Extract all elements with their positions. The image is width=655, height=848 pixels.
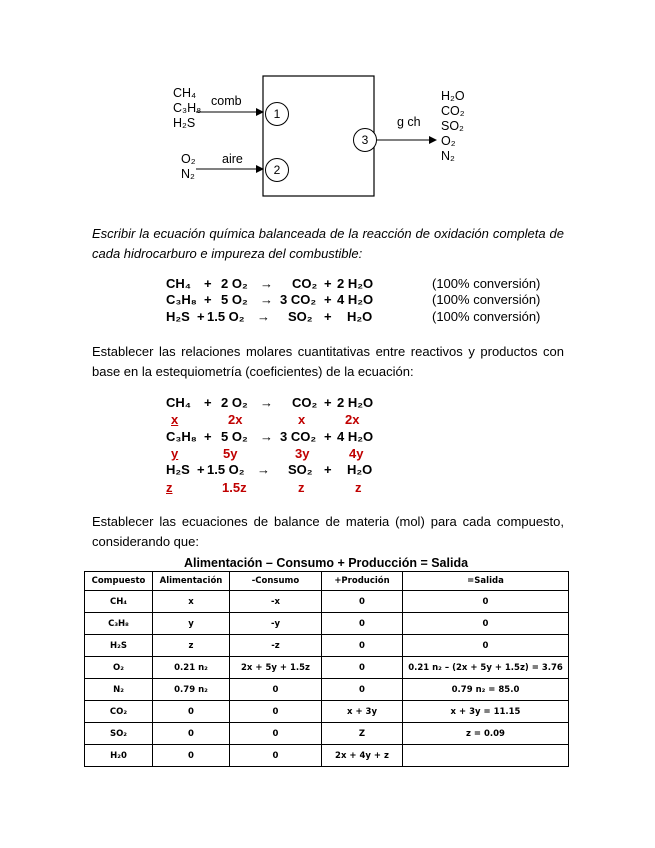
plus-sign: + (324, 292, 332, 307)
column-header: Compuesto (85, 572, 153, 591)
coef-oxygen: 5y (223, 446, 238, 461)
table-cell: 0 (322, 657, 403, 679)
table-cell: -y (230, 613, 322, 635)
fuel-label: comb (211, 94, 242, 108)
table-cell: 0 (230, 679, 322, 701)
fuel-component: CH₄ (173, 86, 197, 100)
product-component: H₂O (441, 89, 465, 103)
table-cell: 0 (322, 591, 403, 613)
table-cell: 0.21 n₂ (153, 657, 230, 679)
product1: 3 CO₂ (280, 429, 317, 444)
table-row (85, 613, 569, 635)
arrow: → (257, 462, 270, 477)
table-cell: 2x + 5y + 1.5z (230, 657, 322, 679)
plus-sign: + (324, 276, 332, 291)
oxygen-term: 2 O₂ (221, 276, 248, 291)
air-component: O₂ (181, 152, 196, 166)
table-row (85, 591, 569, 613)
oxygen-term: 2 O₂ (221, 395, 248, 410)
coef-oxygen: 2x (228, 412, 243, 427)
section1-instruction: Escribir la ecuación química balanceada de la reacción de oxidación completa de cada hidrocarburo e impureza del combustible: (92, 226, 564, 261)
table-cell: H₂0 (85, 745, 153, 767)
section2-instruction: Establecer las relaciones molares cuantitativas entre reactivos y productos con base en la estequiometría (coeficientes) de la ecuación: (92, 344, 564, 379)
coef-oxygen: 1.5z (222, 480, 247, 495)
conversion-label: (100% conversión) (432, 276, 541, 291)
reactant: C₃H₈ (166, 292, 197, 307)
plus-sign: + (197, 462, 205, 477)
air-components (181, 152, 196, 182)
plus-sign: + (197, 309, 205, 324)
table-cell: -z (230, 635, 322, 657)
table-cell: z (153, 635, 230, 657)
product-components (441, 89, 465, 164)
table-cell: 0 (322, 635, 403, 657)
table-cell: 0 (403, 613, 569, 635)
table-cell: 0.79 n₂ (153, 679, 230, 701)
product1: SO₂ (288, 309, 313, 324)
plus-sign: + (324, 462, 332, 477)
table-cell: 0 (230, 723, 322, 745)
fuel-component: H₂S (173, 116, 196, 130)
table-row (85, 745, 569, 767)
product-component: SO₂ (441, 119, 464, 133)
table-cell: 0.79 n₂ = 85.0 (403, 679, 569, 701)
table-cell: x (153, 591, 230, 613)
table-cell: 0 (230, 701, 322, 723)
coef-product1: z (298, 480, 305, 495)
table-cell: Z (322, 723, 403, 745)
table-row (85, 657, 569, 679)
table-cell (403, 745, 569, 767)
table-cell: 0 (403, 635, 569, 657)
table-row (85, 723, 569, 745)
diagram-lines (0, 0, 655, 215)
table-cell: 0 (153, 745, 230, 767)
table-cell: 2x + 4y + z (322, 745, 403, 767)
table-cell: x + 3y = 11.15 (403, 701, 569, 723)
table-cell: 0 (153, 701, 230, 723)
plus-sign: + (204, 276, 212, 291)
reactant: CH₄ (166, 395, 191, 410)
arrow: → (257, 309, 270, 324)
product2: 4 H₂O (337, 429, 374, 444)
table-title: Alimentación – Consumo + Producción = Salida (183, 556, 469, 570)
coef-reactant: x (171, 412, 179, 427)
arrow: → (260, 292, 273, 307)
table-cell: -x (230, 591, 322, 613)
air-label: aire (222, 152, 243, 166)
plus-sign: + (204, 429, 212, 444)
coef-reactant: z (166, 480, 173, 495)
stream-3-marker: 3 (353, 128, 377, 152)
plus-sign: + (324, 395, 332, 410)
product2: H₂O (347, 462, 373, 477)
air-component: N₂ (181, 167, 195, 181)
section3-instruction: Establecer las ecuaciones de balance de materia (mol) para cada compuesto, considerando que: (92, 514, 564, 549)
reactant: CH₄ (166, 276, 191, 291)
oxygen-term: 1.5 O₂ (207, 309, 245, 324)
table-cell: 0 (153, 723, 230, 745)
coef-reactant: y (171, 446, 179, 461)
column-header: -Consumo (230, 572, 322, 591)
table-cell: 0 (230, 745, 322, 767)
reactant: H₂S (166, 462, 190, 477)
product-component: O₂ (441, 134, 456, 148)
table-cell: z = 0.09 (403, 723, 569, 745)
balance-table (84, 571, 569, 767)
product-component: CO₂ (441, 104, 465, 118)
product2: 2 H₂O (337, 395, 374, 410)
oxygen-term: 5 O₂ (221, 292, 248, 307)
product2: 2 H₂O (337, 276, 374, 291)
plus-sign: + (324, 309, 332, 324)
table-cell: 0 (322, 613, 403, 635)
product-label: g ch (397, 115, 421, 129)
product2: 4 H₂O (337, 292, 374, 307)
stream-2-marker: 2 (265, 158, 289, 182)
table-cell: C₃H₈ (85, 613, 153, 635)
arrow: → (260, 276, 273, 291)
product1: CO₂ (292, 395, 318, 410)
fuel-components (173, 86, 201, 131)
fuel-component: C₃H₈ (173, 101, 202, 115)
column-header: Alimentación (153, 572, 230, 591)
arrow: → (260, 429, 273, 444)
oxygen-term: 1.5 O₂ (207, 462, 245, 477)
table-cell: SO₂ (85, 723, 153, 745)
table-cell: x + 3y (322, 701, 403, 723)
table-row (85, 679, 569, 701)
table-cell: 0.21 n₂ – (2x + 5y + 1.5z) = 3.76 (403, 657, 569, 679)
table-cell: CO₂ (85, 701, 153, 723)
product1: 3 CO₂ (280, 292, 317, 307)
reactant: H₂S (166, 309, 190, 324)
product2: H₂O (347, 309, 373, 324)
coef-product2: 2x (345, 412, 360, 427)
table-row (85, 635, 569, 657)
coef-product1: 3y (295, 446, 310, 461)
table-cell: CH₄ (85, 591, 153, 613)
plus-sign: + (324, 429, 332, 444)
coef-product1: x (298, 412, 306, 427)
table-cell: N₂ (85, 679, 153, 701)
product1: CO₂ (292, 276, 318, 291)
table-header-row (85, 572, 569, 591)
table-cell: 0 (403, 591, 569, 613)
column-header: =Salida (403, 572, 569, 591)
reactant: C₃H₈ (166, 429, 197, 444)
product1: SO₂ (288, 462, 313, 477)
table-cell: y (153, 613, 230, 635)
plus-sign: + (204, 395, 212, 410)
conversion-label: (100% conversión) (432, 292, 541, 307)
plus-sign: + (204, 292, 212, 307)
table-row (85, 701, 569, 723)
product-component: N₂ (441, 149, 455, 163)
conversion-label: (100% conversión) (432, 309, 541, 324)
stream-1-marker: 1 (265, 102, 289, 126)
table-cell: O₂ (85, 657, 153, 679)
coef-product2: z (355, 480, 362, 495)
table-cell: H₂S (85, 635, 153, 657)
column-header: +Produción (322, 572, 403, 591)
oxygen-term: 5 O₂ (221, 429, 248, 444)
arrow: → (260, 395, 273, 410)
coef-product2: 4y (349, 446, 364, 461)
table-cell: 0 (322, 679, 403, 701)
